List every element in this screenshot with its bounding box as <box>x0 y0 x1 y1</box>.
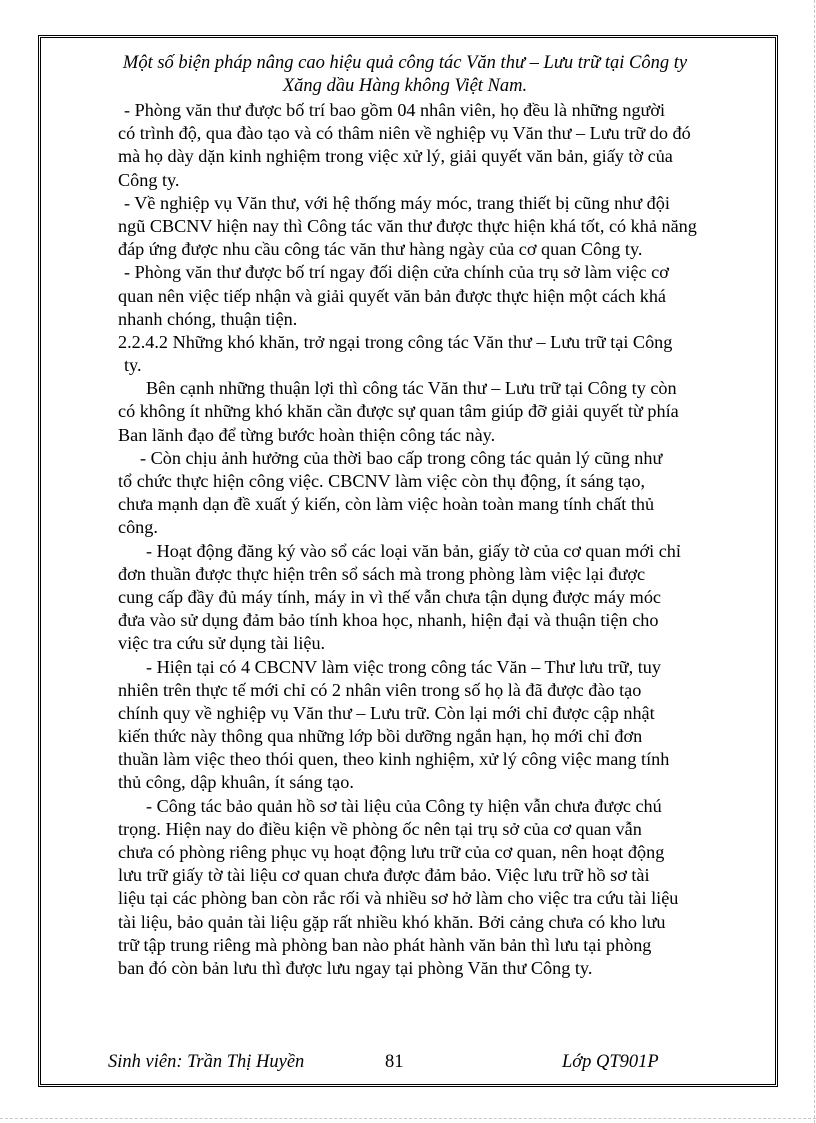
header-title-line1: Một số biện pháp nâng cao hiệu quả công tác Văn thư – Lưu trữ tại Công ty <box>122 53 688 73</box>
body-line: nhiên trên thực tế mới chỉ có 2 nhân viên trong số họ là đã được đào tạo <box>118 679 642 700</box>
body-line: - Hiện tại có 4 CBCNV làm việc trong công tác Văn – Thư lưu trữ, tuy <box>146 656 661 677</box>
body-line: tổ chức thực hiện công việc. CBCNV làm việc còn thụ động, ít sáng tạo, <box>118 471 646 491</box>
body-line: chưa mạnh dạn đề xuất ý kiến, còn làm việc hoàn toàn mang tính chất thủ <box>118 494 655 515</box>
footer-page-number: 81 <box>385 1052 404 1072</box>
body-line: có không ít những khó khăn cần được sự quan tâm giúp đỡ giải quyết từ phía <box>118 401 679 422</box>
body-line: kiến thức này thông qua những lớp bồi dưỡng ngắn hạn, họ mới chỉ đơn <box>118 726 643 747</box>
running-header <box>60 52 750 98</box>
body-line: - Còn chịu ảnh hưởng của thời bao cấp trong công tác quản lý cũng như <box>140 447 663 468</box>
body-line: đáp ứng được nhu cầu công tác văn thư hàng ngày của cơ quan Công ty. <box>118 239 643 260</box>
body-line: cung cấp đầy đủ máy tính, máy in vì thế vẫn chưa tận dụng được máy móc <box>118 586 661 607</box>
header-title-line2: Xăng dầu Hàng không Việt Nam. <box>282 76 528 96</box>
body-line: ngũ CBCNV hiện nay thì Công tác văn thư được thực hiện khá tốt, có khả năng <box>118 215 697 236</box>
page-edge-bottom <box>0 1118 816 1120</box>
footer-class: Lớp QT901P <box>562 1052 659 1072</box>
body-line: - Phòng văn thư được bố trí ngay đối diện cửa chính của trụ sở làm việc cơ <box>124 262 669 283</box>
body-line: - Hoạt động đăng ký vào sổ các loại văn bản, giấy tờ của cơ quan mới chỉ <box>146 540 681 561</box>
body-line: trọng. Hiện nay do điều kiện về phòng ốc nên tại trụ sở của cơ quan vẫn <box>118 818 642 839</box>
body-line: nhanh chóng, thuận tiện. <box>118 308 298 329</box>
body-line: ban đó còn bản lưu thì được lưu ngay tại phòng Văn thư Công ty. <box>118 957 593 978</box>
body-line: Bên cạnh những thuận lợi thì công tác Văn thư – Lưu trữ tại Công ty còn <box>146 378 677 399</box>
body-line: liệu tại các phòng ban còn rắc rối và nhiều sơ hở làm cho việc tra cứu tài liệu <box>118 888 679 909</box>
body-line: thuần làm việc theo thói quen, theo kinh nghiệm, xử lý công việc mang tính <box>118 749 670 770</box>
body-line: đưa vào sử dụng đảm bảo tính khoa học, nhanh, hiện đại và thuận tiện cho <box>118 610 659 631</box>
body-line: việc tra cứu sử dụng tài liệu. <box>118 633 326 654</box>
body-line: tài liệu, bảo quản tài liệu gặp rất nhiều khó khăn. Bởi cảng chưa có kho lưu <box>118 911 666 932</box>
body-line: - Công tác bảo quản hồ sơ tài liệu của Công ty hiện vẫn chưa được chú <box>146 795 662 816</box>
body-line: quan nên việc tiếp nhận và giải quyết văn bản được thực hiện một cách khá <box>118 285 666 306</box>
body-line: trữ tập trung riêng mà phòng ban nào phát hành văn bản thì lưu tại phòng <box>118 934 652 955</box>
body-line: Công ty. <box>118 169 180 190</box>
body-line: - Phòng văn thư được bố trí bao gồm 04 nhân viên, họ đều là những người <box>124 100 666 120</box>
section-heading: 2.2.4.2 Những khó khăn, trở ngại trong công tác Văn thư – Lưu trữ tại Công <box>118 331 673 352</box>
body-line: mà họ dày dặn kinh nghiệm trong việc xử lý, giải quyết văn bản, giấy tờ của <box>118 146 673 167</box>
body-line: - Về nghiệp vụ Văn thư, với hệ thống máy móc, trang thiết bị cũng như đội <box>124 192 670 213</box>
body-line: lưu trữ giấy tờ tài liệu cơ quan chưa được đảm bảo. Việc lưu trữ hồ sơ tài <box>118 865 650 886</box>
footer-student-name: Sinh viên: Trần Thị Huyền <box>108 1052 305 1072</box>
body-line: thủ công, dập khuân, ít sáng tạo. <box>118 772 354 793</box>
body-line: đơn thuần được thực hiện trên sổ sách mà trong phòng làm việc lại được <box>118 563 646 584</box>
body-line: chính quy về nghiệp vụ Văn thư – Lưu trữ. Còn lại mới chỉ được cập nhật <box>118 702 655 723</box>
body-line: công. <box>118 517 158 538</box>
body-line: Ban lãnh đạo để từng bước hoàn thiện công tác này. <box>118 424 496 445</box>
section-heading-cont: ty. <box>124 355 142 376</box>
document-body <box>118 99 708 980</box>
body-line: có trình độ, qua đào tạo và có thâm niên về nghiệp vụ Văn thư – Lưu trữ do đó <box>118 123 691 144</box>
body-line: chưa có phòng riêng phục vụ hoạt động lưu trữ của cơ quan, nên hoạt động <box>118 842 665 862</box>
